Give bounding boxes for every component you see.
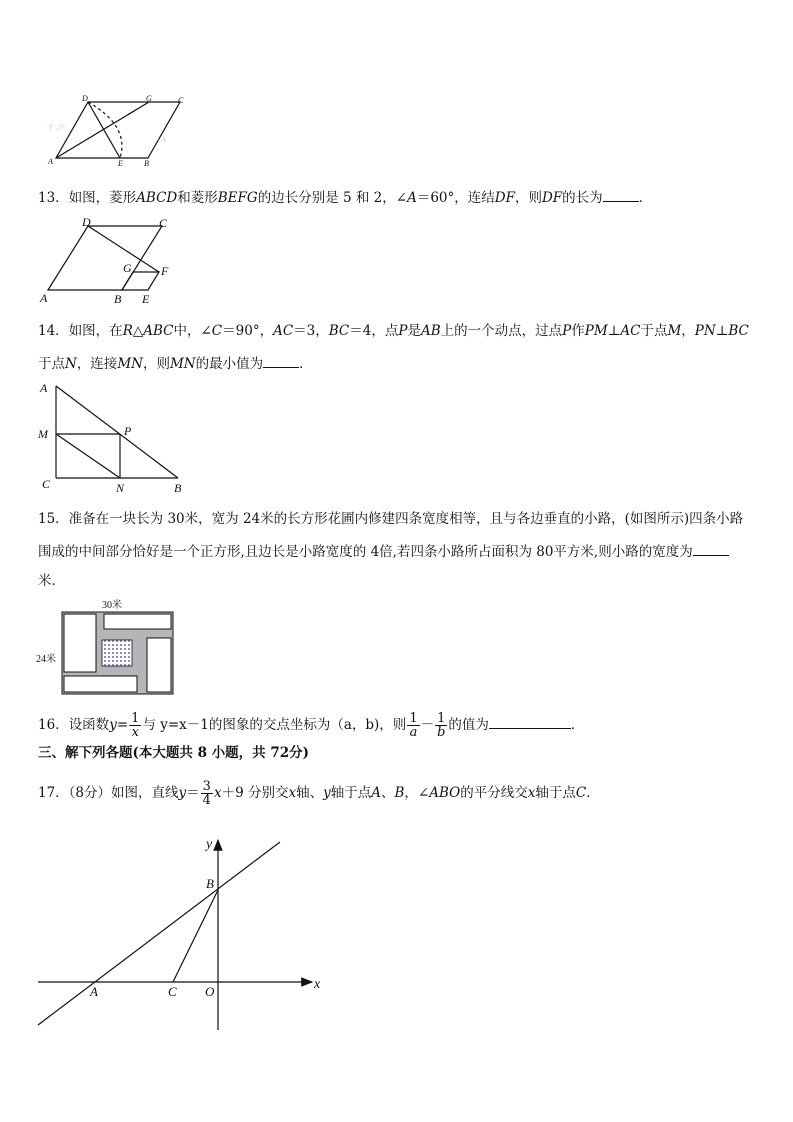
q17-var: A bbox=[371, 785, 381, 801]
q14-text: ⊥ bbox=[715, 323, 729, 339]
q17-var: x bbox=[527, 785, 536, 801]
q14-text: 于点 bbox=[38, 356, 65, 372]
label-c: C bbox=[42, 477, 51, 491]
q13-text: ． bbox=[638, 190, 653, 206]
q17-text: 轴、 bbox=[296, 785, 324, 801]
question-15-line-1 bbox=[38, 510, 763, 528]
question-15-line-3 bbox=[38, 572, 763, 590]
label-c: C bbox=[168, 984, 177, 999]
q17-text: ，∠ bbox=[404, 785, 430, 801]
fraction-1-over-a bbox=[407, 712, 419, 739]
fraction-denominator: x bbox=[131, 725, 139, 740]
q17-text: 的平分线交 bbox=[460, 785, 528, 801]
section-3-heading bbox=[38, 744, 763, 762]
q17-text: 、 bbox=[380, 785, 395, 801]
label-m: M bbox=[38, 427, 48, 441]
q16-var: y bbox=[109, 717, 117, 733]
label-p: P bbox=[124, 424, 132, 438]
q17-var: B bbox=[394, 785, 405, 801]
q13-var: BEFG bbox=[217, 190, 258, 206]
fraction-3-over-4 bbox=[201, 780, 213, 807]
width-label: 30米 bbox=[102, 600, 122, 611]
answer-blank[interactable] bbox=[603, 188, 639, 202]
q14-text: ． bbox=[299, 356, 313, 372]
svg-text:千 沙: 千 沙 bbox=[46, 123, 64, 132]
question-16 bbox=[38, 708, 763, 742]
label-g: G bbox=[123, 261, 132, 275]
q14-text: 的最小值为 bbox=[195, 356, 264, 372]
q14-text: 如图，在 bbox=[68, 323, 123, 339]
q16-text: 与 y=x－1的图象的交点坐标为（a，b)，则 bbox=[142, 717, 407, 733]
q17-text: ． bbox=[586, 785, 600, 801]
fraction-numerator: 3 bbox=[202, 779, 211, 794]
q13-text: 的长为 bbox=[562, 190, 603, 206]
label-c: C bbox=[159, 216, 168, 230]
q17-var: x bbox=[288, 785, 297, 801]
label-e: E bbox=[142, 292, 150, 306]
question-13 bbox=[38, 188, 763, 207]
question-14-line-2 bbox=[38, 354, 763, 373]
q13-number: 13． bbox=[38, 190, 69, 206]
label-g: G bbox=[146, 94, 152, 103]
question-17 bbox=[38, 776, 763, 810]
figure-q12-svg bbox=[40, 92, 200, 172]
q14-text: ＝90°， bbox=[222, 323, 274, 339]
q15-text: 围成的中间部分恰好是一个正方形,且边长是小路宽度的 4倍,若四条小路所占面积为 80平方米,则小路的宽度为 bbox=[38, 544, 693, 560]
q13-text: 和菱形 bbox=[177, 190, 218, 206]
answer-blank[interactable] bbox=[693, 542, 729, 556]
label-b: B bbox=[174, 481, 182, 495]
q13-text: 的边长分别是 5 和 2，∠ bbox=[257, 190, 408, 206]
q14-text: ＝4，点 bbox=[349, 323, 399, 339]
label-a: A bbox=[40, 381, 48, 395]
q17-var: y bbox=[178, 785, 187, 801]
answer-blank[interactable] bbox=[263, 354, 299, 368]
figure-q14 bbox=[36, 378, 196, 498]
q14-var: P bbox=[562, 323, 572, 339]
q17-text: 轴于点 bbox=[330, 785, 372, 801]
q17-number: 17．（8分）如图，直线 bbox=[38, 785, 179, 801]
label-a: A bbox=[48, 157, 53, 166]
svg-text:-A: -A bbox=[158, 135, 166, 144]
fraction-numerator: 1 bbox=[409, 711, 418, 726]
figure-q17-svg bbox=[30, 832, 340, 1042]
fraction-1-over-b bbox=[435, 712, 447, 739]
q16-text: 的值为 bbox=[448, 717, 489, 733]
q16-text: = bbox=[116, 717, 129, 733]
q16-text: － bbox=[420, 717, 435, 733]
q14-var: MN bbox=[169, 356, 196, 372]
fraction-denominator: 4 bbox=[202, 793, 211, 808]
q14-var: PM bbox=[584, 323, 608, 339]
label-b: B bbox=[206, 876, 214, 891]
q14-var: BC bbox=[328, 323, 350, 339]
fraction-denominator: b bbox=[437, 725, 446, 740]
q14-text: ⊥ bbox=[607, 323, 621, 339]
q15-text: 15．准备在一块长为 30米，宽为 24米的长方形花圃内修建四条宽度相等，且与各边垂直的小路，(如图所示)四条小路 bbox=[38, 511, 744, 527]
q14-text: 上的一个动点，过点 bbox=[440, 323, 563, 339]
question-15-line-2 bbox=[38, 542, 763, 561]
q14-text: 是 bbox=[407, 323, 421, 339]
q16-text: ． bbox=[570, 717, 585, 733]
fraction-denominator: a bbox=[409, 725, 418, 740]
label-c: C bbox=[178, 96, 184, 105]
figure-q13-svg bbox=[38, 214, 188, 306]
height-label: 24米 bbox=[36, 654, 56, 665]
q13-var: DF bbox=[541, 190, 563, 206]
q14-var: AC bbox=[273, 323, 294, 339]
label-a: A bbox=[40, 291, 48, 305]
axis-label-x: x bbox=[314, 977, 321, 992]
fraction-1-over-x bbox=[129, 712, 141, 739]
label-a: A bbox=[90, 984, 98, 999]
q14-text: 中，∠ bbox=[173, 323, 212, 339]
q17-var: x bbox=[213, 785, 222, 801]
label-d: D bbox=[82, 94, 88, 103]
q14-var: PN bbox=[694, 323, 716, 339]
q14-var: AC bbox=[620, 323, 641, 339]
q14-text: 作 bbox=[571, 323, 585, 339]
axis-label-y: y bbox=[206, 837, 213, 852]
q14-number: 14． bbox=[38, 323, 69, 339]
q17-text: ＋9 分别交 bbox=[221, 785, 289, 801]
q14-var: AB bbox=[420, 323, 441, 339]
label-b: B bbox=[114, 292, 122, 306]
question-14-line-1 bbox=[38, 322, 763, 340]
label-n: N bbox=[116, 481, 125, 495]
figure-q15 bbox=[36, 596, 186, 698]
figure-q15-svg bbox=[36, 596, 186, 698]
q17-text: ＝ bbox=[186, 785, 200, 801]
q13-text: ，则 bbox=[514, 190, 542, 206]
q17-text: 轴于点 bbox=[535, 785, 576, 801]
q16-text: 设函数 bbox=[68, 717, 110, 733]
q14-var: BC bbox=[728, 323, 749, 339]
figure-q12 bbox=[40, 92, 200, 172]
q14-var: MN bbox=[117, 356, 143, 372]
label-b: B bbox=[144, 159, 149, 168]
q14-text: ， bbox=[681, 323, 695, 339]
q14-var: R△ABC bbox=[122, 323, 174, 339]
q15-text: 米． bbox=[38, 573, 65, 589]
label-f: F bbox=[161, 264, 169, 278]
q14-text: 于点 bbox=[640, 323, 668, 339]
q14-var: N bbox=[65, 356, 77, 372]
q14-var: C bbox=[211, 323, 223, 339]
q17-var: C bbox=[575, 785, 587, 801]
q13-text: ＝60°，连结 bbox=[416, 190, 495, 206]
q13-var: DF bbox=[494, 190, 515, 206]
q14-var: M bbox=[667, 323, 682, 339]
q14-var: P bbox=[398, 323, 408, 339]
q13-text: 如图，菱形 bbox=[68, 190, 137, 206]
q13-var: A bbox=[407, 190, 417, 206]
label-e: E bbox=[118, 159, 123, 168]
q17-var: ABO bbox=[429, 785, 461, 801]
q17-var: y bbox=[323, 785, 331, 801]
q13-var: ABCD bbox=[136, 190, 178, 206]
q14-text: ，连接 bbox=[76, 356, 118, 372]
q14-text: ＝3， bbox=[293, 323, 329, 339]
answer-blank[interactable] bbox=[489, 715, 571, 729]
fraction-numerator: 1 bbox=[435, 712, 447, 726]
figure-q14-svg bbox=[36, 378, 196, 498]
q14-text: ，则 bbox=[142, 356, 170, 372]
section-3-title: 三、解下列各题(本大题共 8 小题，共 72分) bbox=[38, 745, 310, 761]
label-o: O bbox=[205, 984, 215, 999]
figure-q17 bbox=[30, 832, 340, 1042]
fraction-numerator: 1 bbox=[131, 711, 140, 726]
q16-number: 16． bbox=[38, 717, 69, 733]
label-d: D bbox=[82, 215, 91, 229]
figure-q13 bbox=[38, 214, 188, 306]
